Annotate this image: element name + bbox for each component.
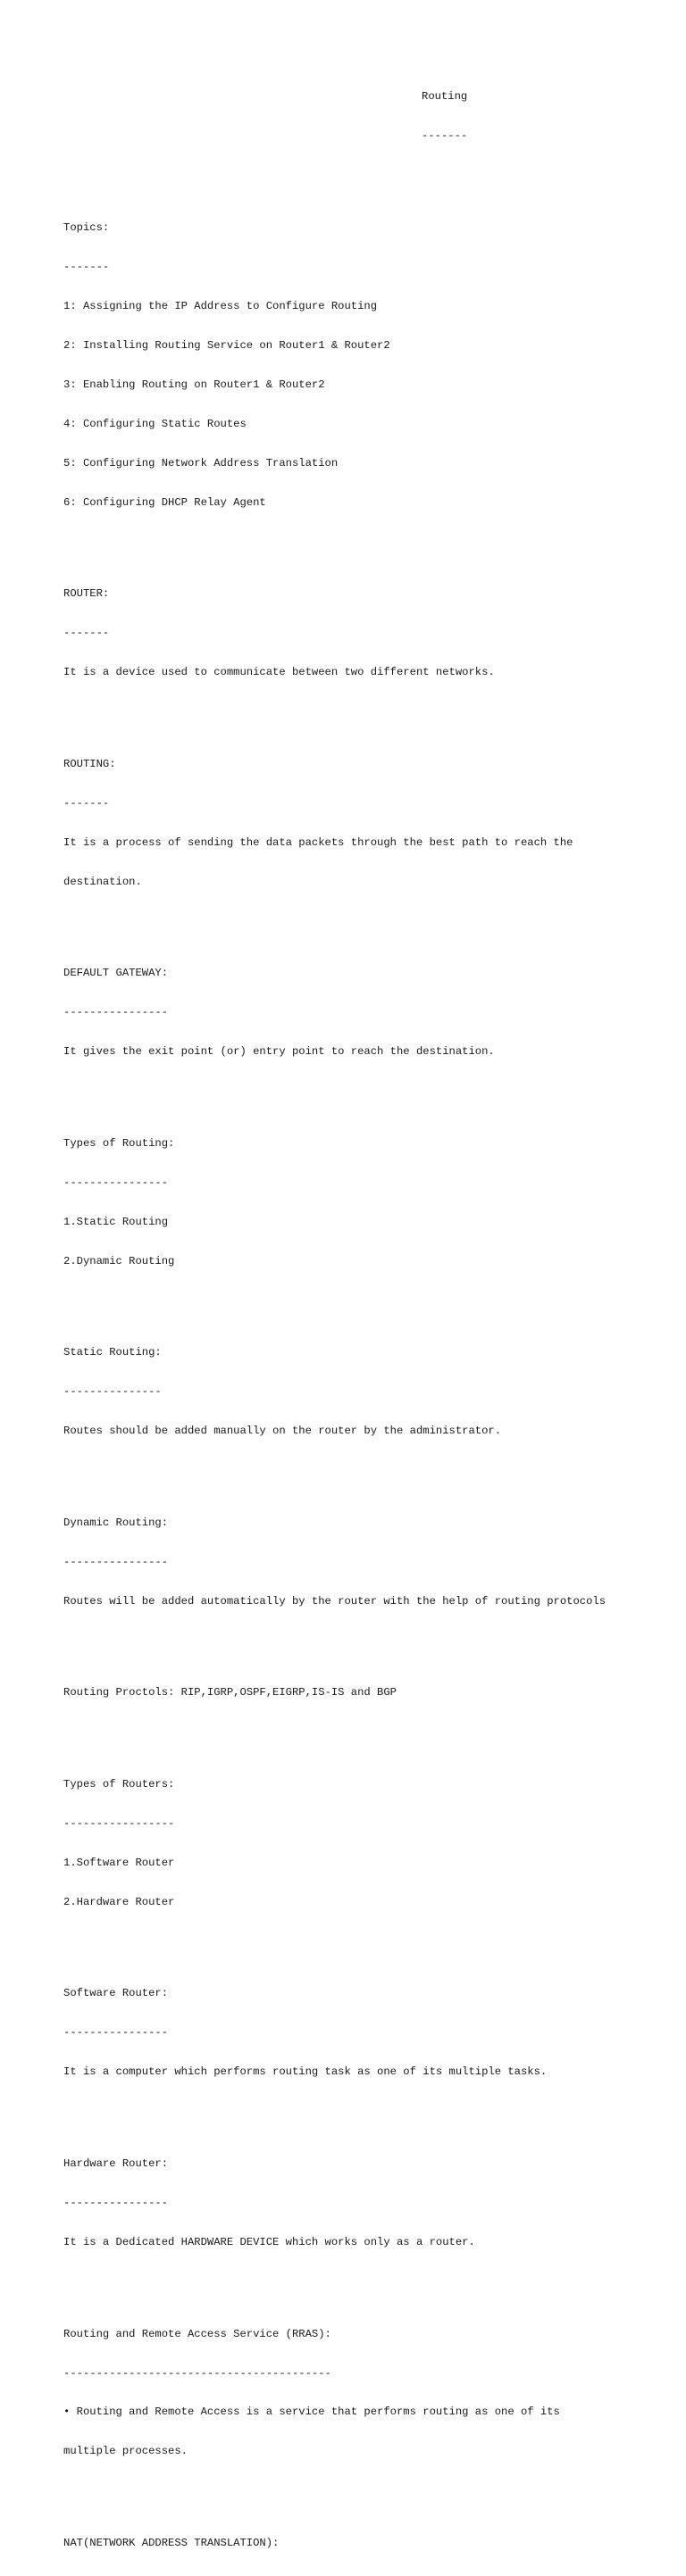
topic-item: 5: Configuring Network Address Translation	[63, 456, 339, 469]
static-routing-heading: Static Routing:	[63, 1346, 162, 1359]
hardware-router-underline: ----------------	[63, 2196, 169, 2209]
types-of-routers-underline: -----------------	[63, 1816, 175, 1830]
topic-item: 1: Assigning the IP Address to Configure Routing	[63, 299, 378, 312]
routing-heading: ROUTING:	[63, 757, 116, 770]
types-of-routing-underline: ----------------	[63, 1176, 169, 1189]
blank-line	[63, 1294, 671, 1308]
topic-item: 3: Enabling Routing on Router1 & Router2	[63, 378, 325, 391]
software-router-heading: Software Router:	[63, 1987, 169, 2000]
rras-underline: -----------------------------------------	[63, 2366, 331, 2380]
blank-line	[63, 2275, 671, 2289]
topics-heading: Topics:	[63, 220, 110, 234]
document-body	[63, 64, 671, 2576]
hardware-router-heading: Hardware Router:	[63, 2157, 169, 2170]
router-heading: ROUTER:	[63, 587, 110, 601]
types-of-routers-heading: Types of Routers:	[63, 1777, 175, 1791]
default-gateway-heading: DEFAULT GATEWAY:	[63, 967, 169, 980]
software-router-text: It is a computer which performs routing task as one of its multiple tasks.	[63, 2065, 548, 2079]
blank-line	[63, 169, 671, 182]
routing-type-item: 2.Dynamic Routing	[63, 1254, 175, 1267]
default-gateway-text: It gives the exit point (or) entry point to reach the destination.	[63, 1045, 495, 1059]
topics-underline: -------	[63, 260, 110, 273]
rras-text: multiple processes.	[63, 2445, 188, 2458]
router-underline: -------	[63, 627, 110, 640]
hardware-router-text: It is a Dedicated HARDWARE DEVICE which works only as a router.	[63, 2235, 475, 2248]
page-title: Routing	[422, 90, 468, 104]
router-type-item: 1.Software Router	[63, 1856, 175, 1869]
blank-line	[63, 915, 671, 928]
nat-heading: NAT(NETWORK ADDRESS TRANSLATION):	[63, 2537, 280, 2550]
rras-heading: Routing and Remote Access Service (RRAS):	[63, 2327, 331, 2340]
routing-protocols-line: Routing Proctols: RIP,IGRP,OSPF,EIGRP,IS-IS and BGP	[63, 1686, 397, 1699]
blank-line	[63, 1084, 671, 1098]
rras-text: • Routing and Remote Access is a service that performs routing as one of its	[63, 2406, 560, 2419]
router-text: It is a device used to communicate between two different networks.	[63, 666, 495, 679]
static-routing-underline: ---------------	[63, 1385, 162, 1399]
blank-line	[63, 2105, 671, 2118]
topic-item: 2: Installing Routing Service on Router1 & Router2	[63, 338, 390, 352]
blank-line	[63, 705, 671, 719]
routing-text: It is a process of sending the data packets through the best path to reach the	[63, 835, 573, 849]
dynamic-routing-text: Routes will be added automatically by the router with the help of routing protocols	[63, 1594, 607, 1608]
topic-item: 6: Configuring DHCP Relay Agent	[63, 495, 266, 509]
blank-line	[63, 1725, 671, 1739]
default-gateway-underline: ----------------	[63, 1006, 169, 1019]
routing-underline: -------	[63, 796, 110, 810]
blank-line	[63, 536, 671, 549]
blank-line	[63, 1634, 671, 1648]
routing-type-item: 1.Static Routing	[63, 1215, 169, 1228]
types-of-routing-heading: Types of Routing:	[63, 1136, 175, 1150]
dynamic-routing-underline: ----------------	[63, 1555, 169, 1568]
routing-text: destination.	[63, 875, 142, 888]
blank-line	[63, 1935, 671, 1949]
blank-line	[63, 1464, 671, 1477]
title-underline: -------	[422, 129, 468, 143]
topic-item: 4: Configuring Static Routes	[63, 417, 247, 430]
router-type-item: 2.Hardware Router	[63, 1895, 175, 1908]
software-router-underline: ----------------	[63, 2026, 169, 2040]
blank-line	[63, 2484, 671, 2497]
dynamic-routing-heading: Dynamic Routing:	[63, 1516, 169, 1529]
static-routing-text: Routes should be added manually on the router by the administrator.	[63, 1425, 502, 1438]
